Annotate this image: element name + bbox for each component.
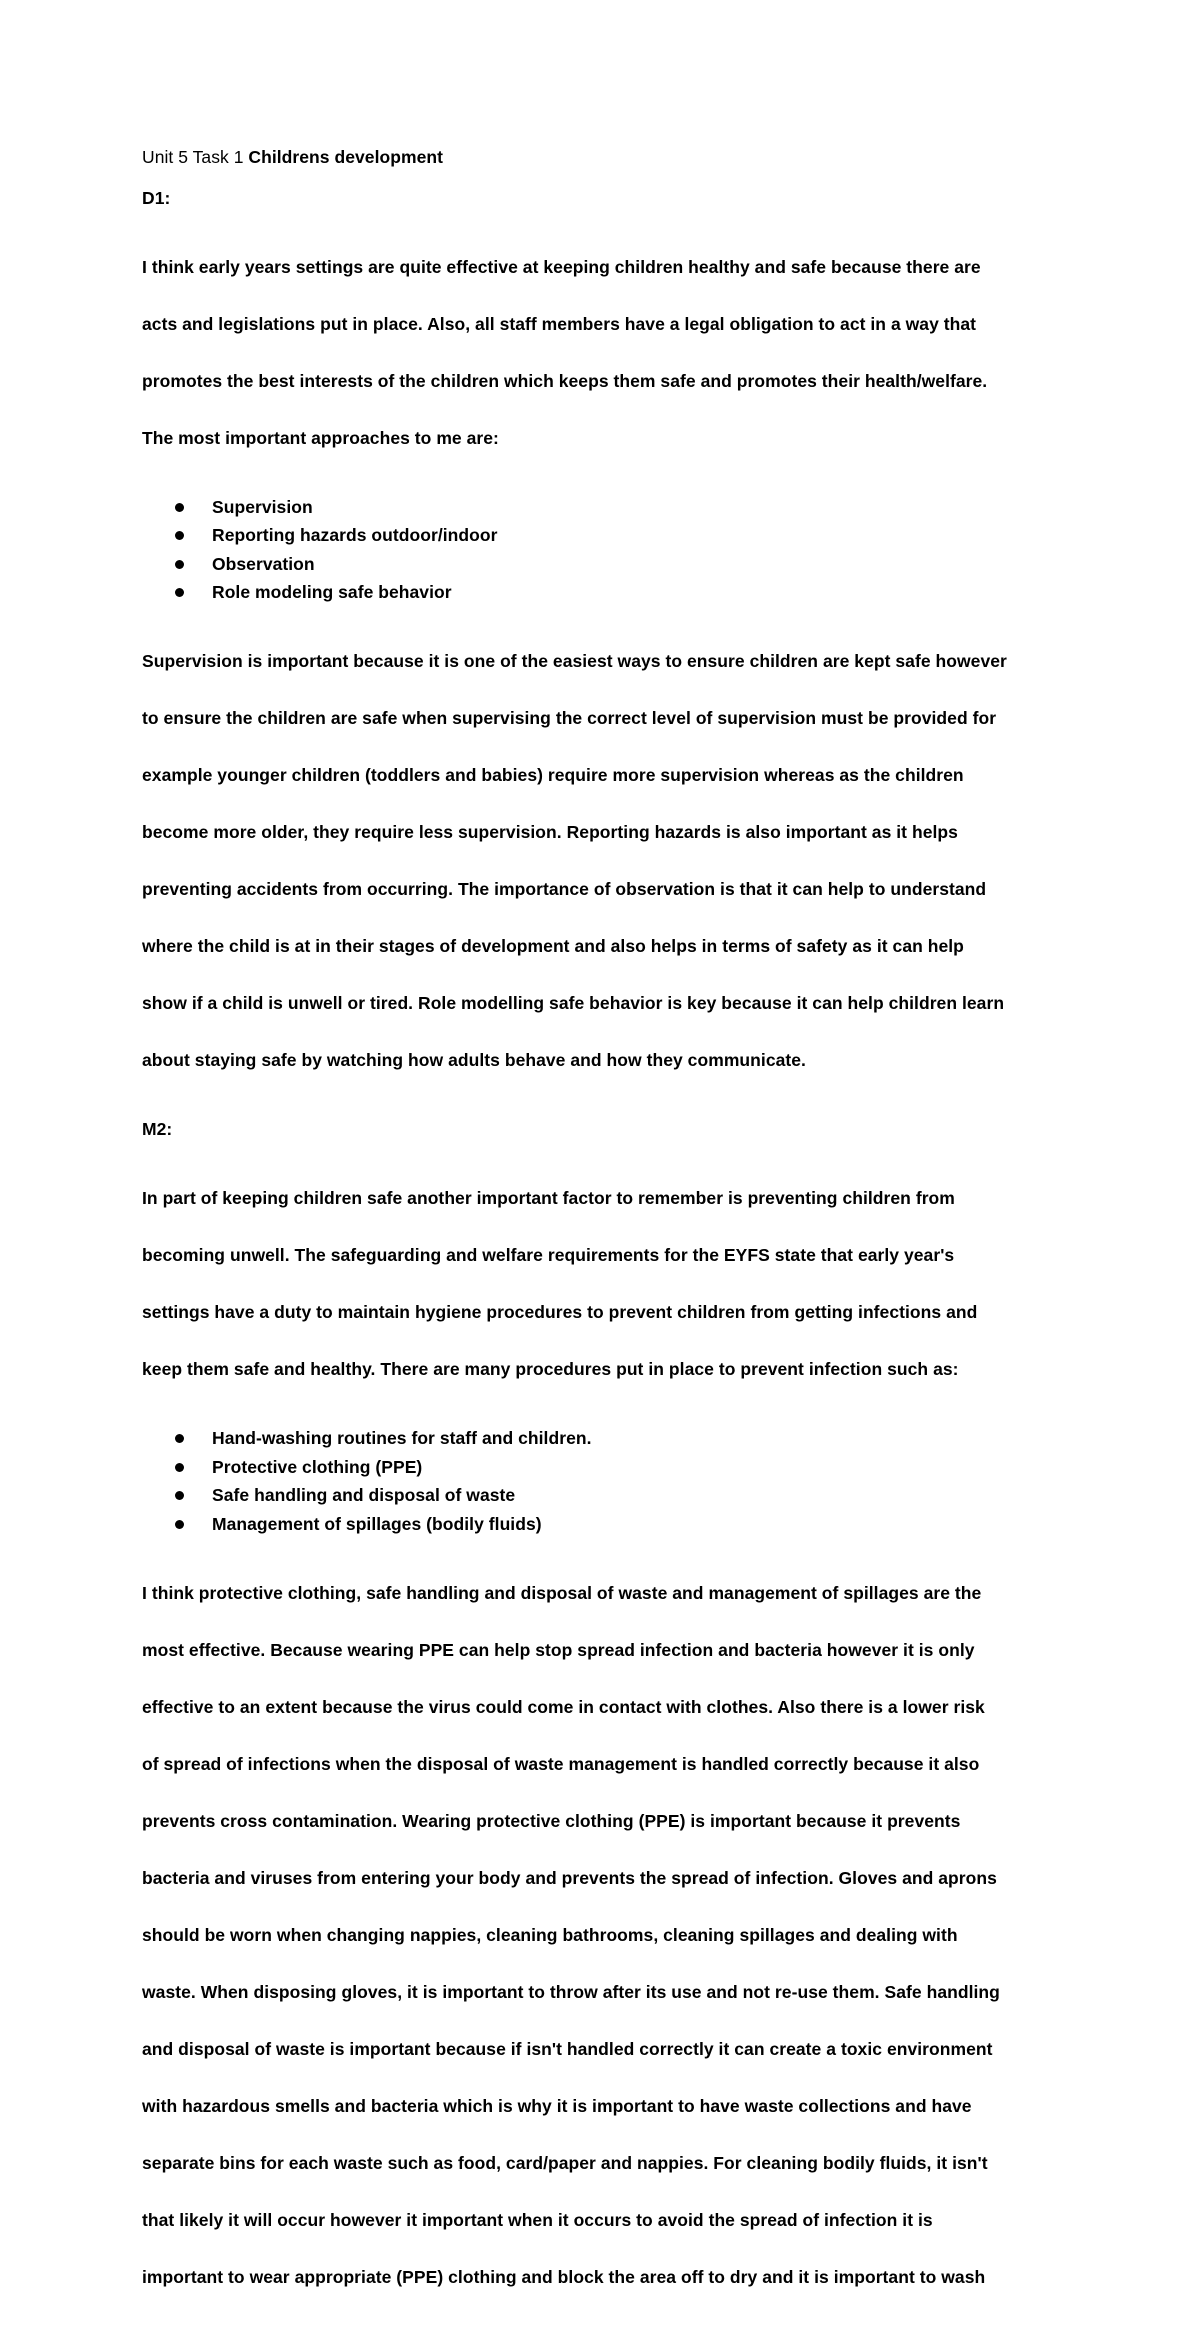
bullet-icon	[175, 1491, 184, 1500]
paragraph-line: Supervision is important because it is one of the easiest ways to ensure children are kept safe however	[142, 651, 1007, 671]
paragraph-line: becoming unwell. The safeguarding and welfare requirements for the EYFS state that early year's	[142, 1245, 955, 1265]
bullet-icon	[175, 560, 184, 569]
list-item-text: Observation	[212, 553, 315, 574]
bullet-icon	[175, 531, 184, 540]
list-item-text: Role modeling safe behavior	[212, 582, 452, 602]
document-title	[142, 143, 1077, 172]
paragraph-line: I think early years settings are quite effective at keeping children healthy and safe because there are	[142, 256, 981, 277]
paragraph-line: keep them safe and healthy. There are many procedures put in place to prevent infection such as:	[142, 1359, 959, 1379]
paragraph-line: promotes the best interests of the children which keeps them safe and promotes their health/welfare.	[142, 370, 988, 391]
list-item	[142, 1481, 1077, 1510]
paragraph-line: In part of keeping children safe another important factor to remember is preventing children from	[142, 1188, 955, 1208]
paragraph-line: become more older, they require less supervision. Reporting hazards is also important as it helps	[142, 822, 958, 842]
list-item	[142, 578, 1077, 607]
paragraph-line: where the child is at in their stages of development and also helps in terms of safety as it can help	[142, 936, 964, 956]
bullet-icon	[175, 1463, 184, 1472]
m2-intro-paragraph	[142, 1156, 1077, 1413]
list-item	[142, 1453, 1077, 1482]
list-item-text: Protective clothing (PPE)	[212, 1456, 423, 1477]
paragraph-line: The most important approaches to me are:	[142, 427, 499, 448]
paragraph-line: bacteria and viruses from entering your body and prevents the spread of infection. Gloves and aprons	[142, 1867, 997, 1888]
paragraph-line: about staying safe by watching how adults behave and how they communicate.	[142, 1050, 806, 1070]
title-prefix: Unit 5 Task 1	[142, 147, 249, 167]
list-item	[142, 521, 1077, 550]
d1-bullet-list	[142, 493, 1077, 607]
m2-body-paragraph	[142, 1550, 1077, 2320]
paragraph-line: example younger children (toddlers and babies) require more supervision whereas as the children	[142, 765, 964, 785]
paragraph-line: waste. When disposing gloves, it is important to throw after its use and not re-use them. Safe handling	[142, 1981, 1000, 2002]
paragraph-line: to ensure the children are safe when supervising the correct level of supervision must be provided for	[142, 708, 997, 728]
paragraph-line: preventing accidents from occurring. The importance of observation is that it can help to understand	[142, 879, 987, 899]
paragraph-line: effective to an extent because the virus could come in contact with clothes. Also there is a lower risk	[142, 1696, 985, 1717]
paragraph-line: important to wear appropriate (PPE) clothing and block the area off to dry and it is important to wash	[142, 2266, 986, 2287]
paragraph-line: separate bins for each waste such as food, card/paper and nappies. For cleaning bodily fluids, it isn't	[142, 2152, 988, 2173]
list-item-text: Management of spillages (bodily fluids)	[212, 1513, 542, 1534]
bullet-icon	[175, 588, 184, 597]
d1-body-paragraph	[142, 619, 1077, 1104]
paragraph-line: settings have a duty to maintain hygiene procedures to prevent children from getting infections and	[142, 1302, 978, 1322]
list-item	[142, 550, 1077, 579]
paragraph-line: with hazardous smells and bacteria which is why it is important to have waste collections and have	[142, 2095, 972, 2116]
list-item-text: Supervision	[212, 496, 313, 517]
paragraph-line: and disposal of waste is important because if isn't handled correctly it can create a toxic environment	[142, 2038, 993, 2059]
list-item-text: Safe handling and disposal of waste	[212, 1485, 516, 1505]
bullet-icon	[175, 503, 184, 512]
paragraph-line: should be worn when changing nappies, cleaning bathrooms, cleaning spillages and dealing with	[142, 1924, 958, 1945]
paragraph-line: prevents cross contamination. Wearing protective clothing (PPE) is important because it prevents	[142, 1810, 961, 1831]
bullet-icon	[175, 1434, 184, 1443]
d1-intro-paragraph	[142, 224, 1077, 481]
paragraph-line: of spread of infections when the disposal of waste management is handled correctly because it also	[142, 1753, 980, 1774]
list-item	[142, 1424, 1077, 1453]
section-heading-d1: D1:	[142, 187, 171, 208]
bullet-icon	[175, 1520, 184, 1529]
paragraph-line: acts and legislations put in place. Also, all staff members have a legal obligation to act in a way that	[142, 313, 977, 334]
paragraph-line: most effective. Because wearing PPE can help stop spread infection and bacteria however it is only	[142, 1639, 975, 1660]
paragraph-line: that likely it will occur however it important when it occurs to avoid the spread of infection it is	[142, 2209, 933, 2230]
title-main: Childrens development	[248, 147, 443, 167]
document-body	[142, 143, 1077, 2332]
list-item	[142, 1510, 1077, 1539]
paragraph-line: show if a child is unwell or tired. Role modelling safe behavior is key because it can help children learn	[142, 993, 1005, 1013]
paragraph-line: I think protective clothing, safe handling and disposal of waste and management of spillages are the	[142, 1582, 982, 1603]
list-item	[142, 493, 1077, 522]
section-heading-m2: M2:	[142, 1119, 173, 1139]
list-item-text: Reporting hazards outdoor/indoor	[212, 525, 498, 545]
m2-bullet-list	[142, 1424, 1077, 1538]
list-item-text: Hand-washing routines for staff and children.	[212, 1428, 592, 1448]
